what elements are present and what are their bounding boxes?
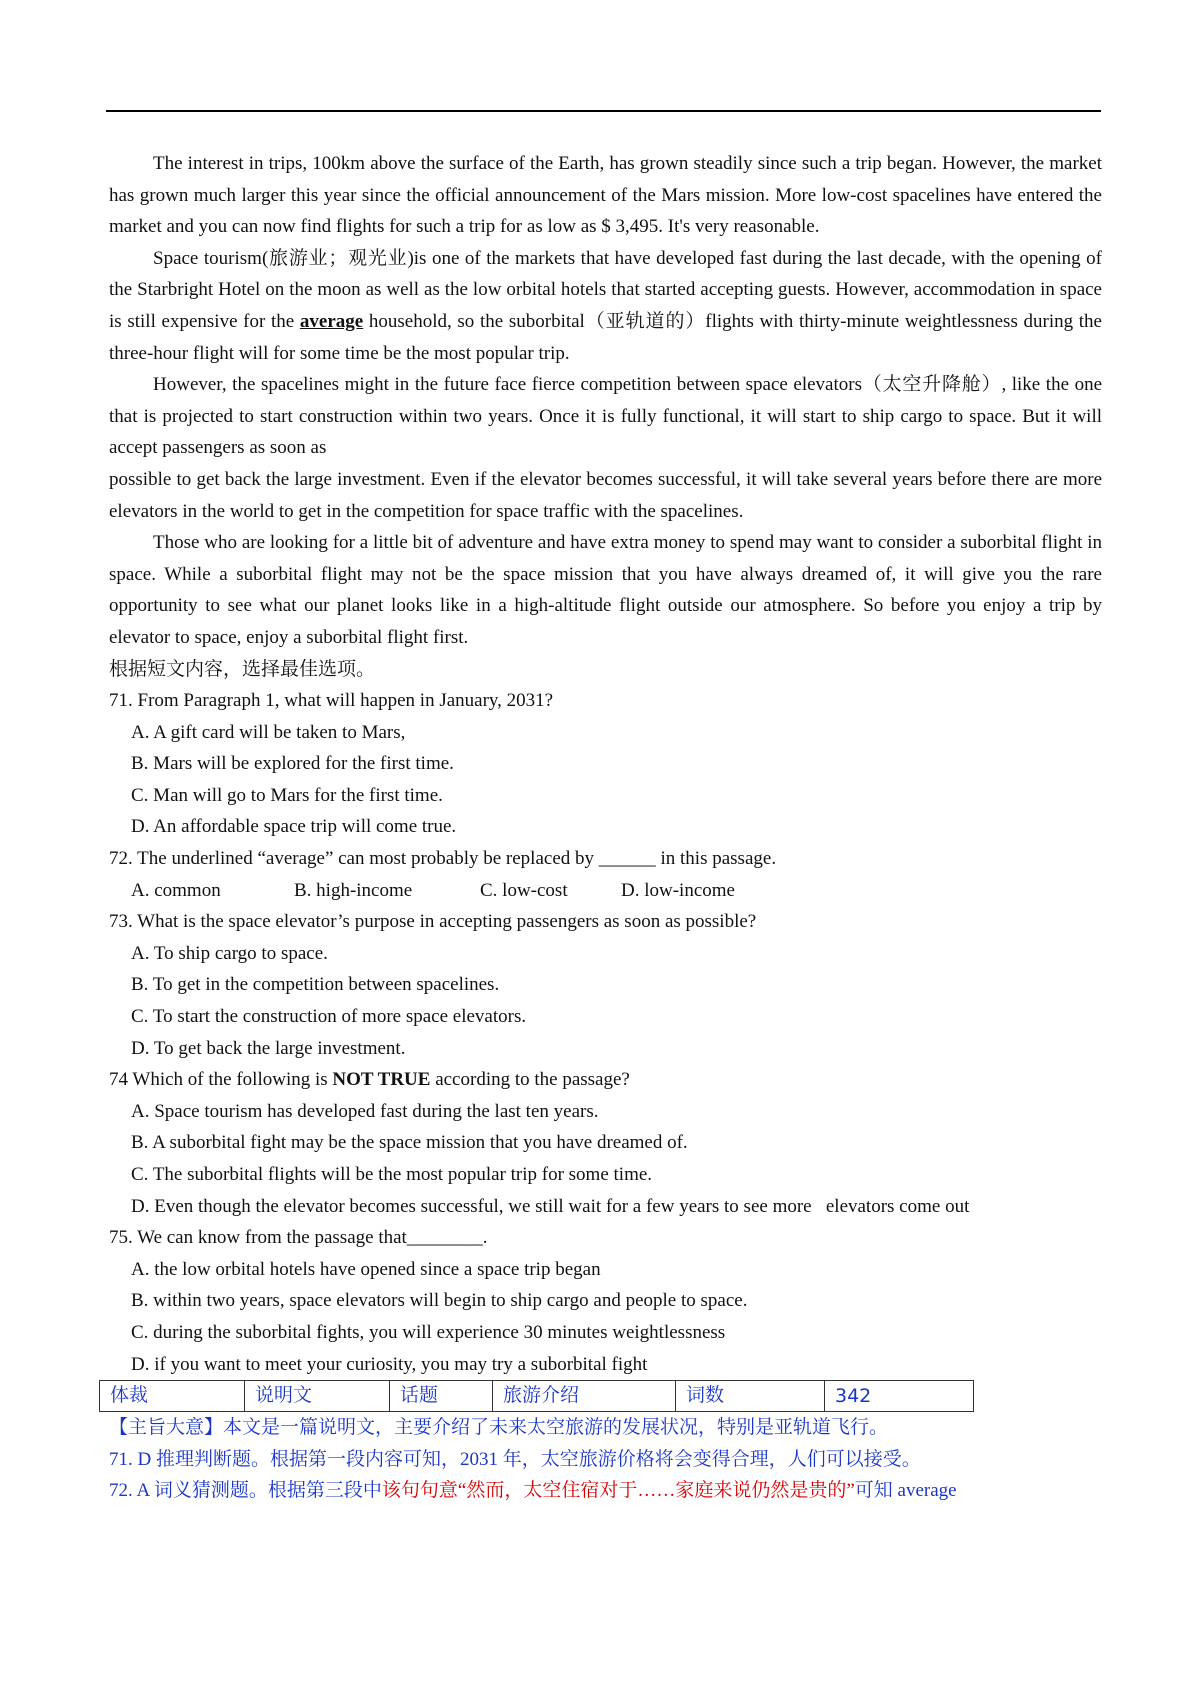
question-74-stem: 74 Which of the following is NOT TRUE according to the passage? [109,1069,630,1091]
question-73-stem: 73. What is the space elevator’s purpose in accepting passengers as soon as possible? [109,911,757,933]
question-73-option-a: A. To ship cargo to space. [131,942,328,964]
topic-label: 话题 [390,1381,493,1412]
question-72-stem: 72. The underlined “average” can most probably be replaced by ______ in this passage. [109,848,777,870]
question-71-stem: 71. From Paragraph 1, what will happen in January, 2031? [109,690,554,712]
answer-72-quote: 该句句意“然而，太空住宿对于……家庭来说仍然是贵的” [381,1480,855,1502]
genre-label: 体裁 [100,1381,245,1412]
question-74-option-d: D. Even though the elevator becomes successful, we still wait for a few years to see more elevators come out [131,1195,970,1217]
question-73-option-b: B. To get in the competition between spacelines. [131,974,500,996]
analysis-summary: 【主旨大意】本文是一篇说明文，主要介绍了未来太空旅游的发展状况，特别是亚轨道飞行。 [109,1417,889,1439]
question-71-option-c: C. Man will go to Mars for the first time. [131,784,443,806]
passage-paragraph-1: The interest in trips, 100km above the surface of the Earth, has grown steadily since such a trip began. However, the market has grown much larger this year since the official announcement of the Mars mission. More low-cost spacelines have entered the market and you can now find flights for such a trip for as low as $ 3,495. It's very reasonable. [109,153,1102,238]
underlined-word: average [299,310,364,332]
question-73-option-d: D. To get back the large investment. [131,1037,406,1059]
passage-paragraph-3b: possible to get back the large investment. Even if the elevator becomes successful, it will take several years before there are more elevators in the world to get in the competition for space traffic with the spacelines. [109,468,1102,522]
table-row [100,1381,974,1412]
question-72-option-c: C. low-cost [480,879,568,901]
passage-paragraph-4: Those who are looking for a little bit of adventure and have extra money to spend may want to consider a suborbital flight in space. While a suborbital flight may not be the space mission that you have always dreamed of, it will give you the rare opportunity to see what our planet looks like in a high-altitude flight outside our atmosphere. So before you enjoy a trip by elevator to space, enjoy a suborbital flight first. [109,532,1102,648]
document-content [109,148,1102,1507]
instruction: 根据短文内容，选择最佳选项。 [109,658,376,680]
question-74-option-a: A. Space tourism has developed fast during the last ten years. [131,1100,599,1122]
question-75-option-c: C. during the suborbital fights, you will experience 30 minutes weightlessness [131,1321,726,1343]
answer-72: 72. A 词义猜测题。根据第三段中该句句意“然而，太空住宿对于……家庭来说仍然是贵的”可知 average [109,1480,957,1502]
question-74-option-b: B. A suborbital fight may be the space mission that you have dreamed of. [131,1132,688,1154]
topic-value: 旅游介绍 [493,1381,676,1412]
question-72-options [109,875,1102,907]
question-72-option-b: B. high-income [294,879,413,901]
header-rule [106,110,1101,112]
question-72-option-a: A. common [131,879,221,901]
question-73-option-c: C. To start the construction of more space elevators. [131,1006,527,1028]
question-74-option-c: C. The suborbital flights will be the most popular trip for some time. [131,1164,653,1185]
question-75-option-b: B. within two years, space elevators will begin to ship cargo and people to space. [131,1290,748,1312]
question-71-option-d: D. An affordable space trip will come true. [131,816,457,838]
passage-info-table [99,1380,974,1412]
word-count-value: 342 [825,1381,974,1412]
question-75-option-d: D. if you want to meet your curiosity, you may try a suborbital fight [131,1353,648,1375]
genre-value: 说明文 [245,1381,390,1412]
passage-paragraph-2: Space tourism(旅游业；观光业)is one of the markets that have developed fast during the last decade, with the opening of the Starbright Hotel on the moon as well as the low orbital hotels that started accepting guests. However, accommodation in space is still expensive for the average household, so the suborbital（亚轨道的）flights with thirty-minute weightlessness during the three-hour flight will for some time be the most popular trip. [109,247,1102,364]
passage-paragraph-3a: However, the spacelines might in the future face fierce competition between space elevators（太空升降舱）, like the one that is projected to start construction within two years. Once it is fully functional, it will start to ship cargo to space. But it will accept passengers as soon as [109,374,1102,459]
question-75-stem: 75. We can know from the passage that________. [109,1227,488,1249]
answer-71: 71. D 推理判断题。根据第一段内容可知，2031 年，太空旅游价格将会变得合理，人们可以接受。 [109,1448,921,1470]
question-75-option-a: A. the low orbital hotels have opened since a space trip began [131,1258,601,1280]
emphasis-not-true: NOT TRUE [332,1069,431,1091]
question-72-option-d: D. low-income [621,879,735,901]
question-71-option-a: A. A gift card will be taken to Mars, [131,721,406,743]
word-count-label: 词数 [676,1381,825,1412]
question-71-option-b: B. Mars will be explored for the first time. [131,753,454,775]
